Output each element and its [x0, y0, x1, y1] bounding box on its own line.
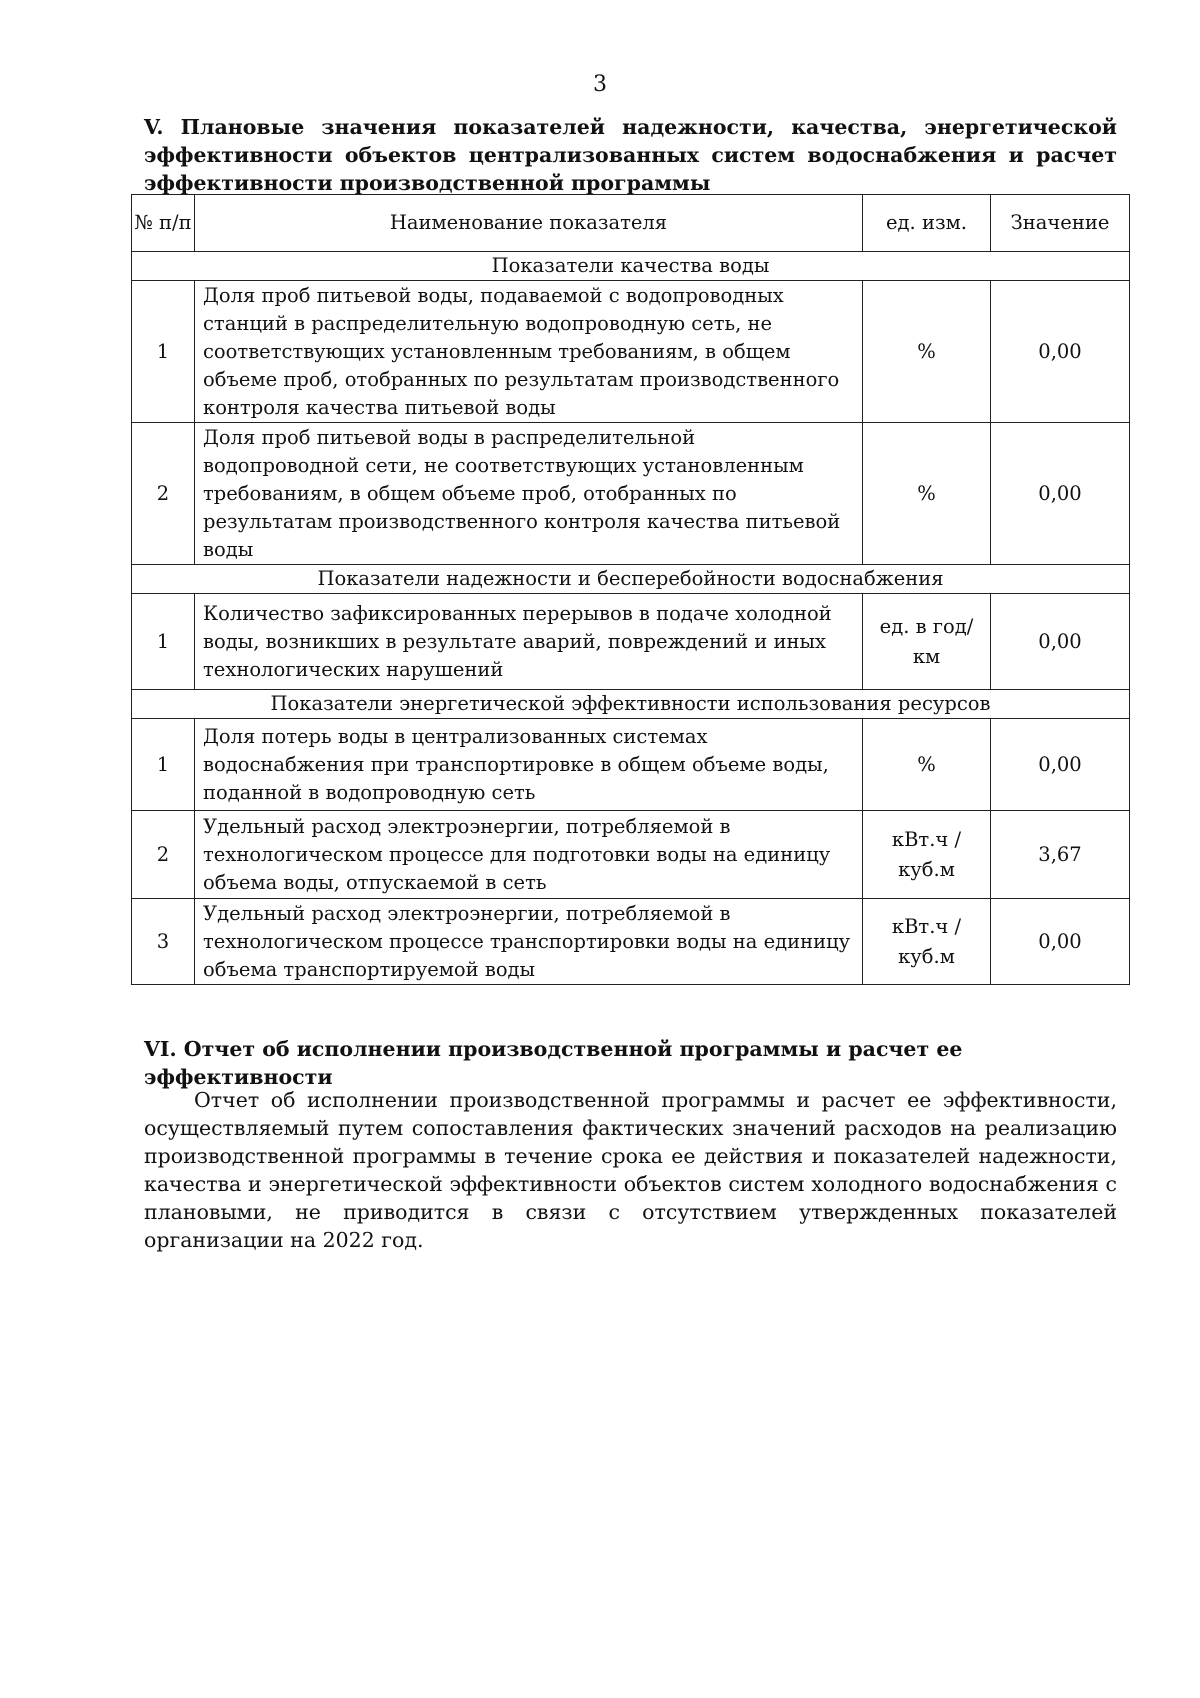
row-unit: %: [863, 719, 991, 811]
row-num: 3: [132, 899, 195, 985]
table-row: [132, 899, 1130, 985]
table-row: [132, 423, 1130, 565]
header-unit: ед. изм.: [863, 195, 991, 252]
row-unit: %: [863, 281, 991, 423]
row-num: 1: [132, 594, 195, 690]
table-row: [132, 281, 1130, 423]
group-row-energy: [132, 690, 1130, 719]
row-name: Доля проб питьевой воды, подаваемой с водопроводных станций в распределительную водопроводную сеть, не соответствующих установленным требованиям, в общем объеме проб, отобранных по результатам производственного контроля качества питьевой воды: [195, 281, 863, 423]
table-header-row: [132, 195, 1130, 252]
row-num: 1: [132, 281, 195, 423]
group-title: Показатели качества воды: [132, 252, 1130, 281]
group-row-quality: [132, 252, 1130, 281]
header-num: № п/п: [132, 195, 195, 252]
row-name: Удельный расход электроэнергии, потребляемой в технологическом процессе транспортировки воды на единицу объема транспортируемой воды: [195, 899, 863, 985]
row-num: 2: [132, 423, 195, 565]
row-unit: %: [863, 423, 991, 565]
header-name: Наименование показателя: [195, 195, 863, 252]
row-name: Доля потерь воды в централизованных системах водоснабжения при транспортировке в общем объеме воды, поданной в водопроводную сеть: [195, 719, 863, 811]
group-row-reliability: [132, 565, 1130, 594]
row-unit: кВт.ч / куб.м: [863, 811, 991, 899]
table-row: [132, 594, 1130, 690]
row-name: Количество зафиксированных перерывов в подаче холодной воды, возникших в результате аварий, повреждений и иных технологических нарушений: [195, 594, 863, 690]
row-num: 1: [132, 719, 195, 811]
header-value: Значение: [991, 195, 1130, 252]
row-value: 0,00: [991, 594, 1130, 690]
row-value: 0,00: [991, 899, 1130, 985]
report-paragraph: Отчет об исполнении производственной программы и расчет ее эффективности, осуществляемый путем сопоставления фактических значений расходов на реализацию производственной программы в течение срока ее действия и показателей надежности, качества и энергетической эффективности объектов систем холодного водоснабжения с плановыми, не приводится в связи с отсутствием утвержденных показателей организации на 2022 год.: [144, 1088, 1117, 1252]
indicators-table: [131, 194, 1130, 985]
row-num: 2: [132, 811, 195, 899]
section-v-title: V. Плановые значения показателей надежности, качества, энергетической эффективности объектов централизованных систем водоснабжения и расчет эффективности производственной программы: [144, 115, 1117, 195]
row-name: Доля проб питьевой воды в распределительной водопроводной сети, не соответствующих установленным требованиям, в общем объеме проб, отобранных по результатам производственного контроля качества питьевой воды: [195, 423, 863, 565]
page-number: 3: [593, 72, 607, 97]
row-value: 0,00: [991, 281, 1130, 423]
group-title: Показатели энергетической эффективности использования ресурсов: [132, 690, 1130, 719]
section-vi-title: VI. Отчет об исполнении производственной программы и расчет ее эффективности: [144, 1037, 963, 1089]
group-title: Показатели надежности и бесперебойности водоснабжения: [132, 565, 1130, 594]
table-row: [132, 719, 1130, 811]
table-row: [132, 811, 1130, 899]
row-unit: кВт.ч / куб.м: [863, 899, 991, 985]
row-value: 0,00: [991, 423, 1130, 565]
row-name: Удельный расход электроэнергии, потребляемой в технологическом процессе для подготовки воды на единицу объема воды, отпускаемой в сеть: [195, 811, 863, 899]
row-value: 3,67: [991, 811, 1130, 899]
row-unit: ед. в год/ км: [863, 594, 991, 690]
row-value: 0,00: [991, 719, 1130, 811]
